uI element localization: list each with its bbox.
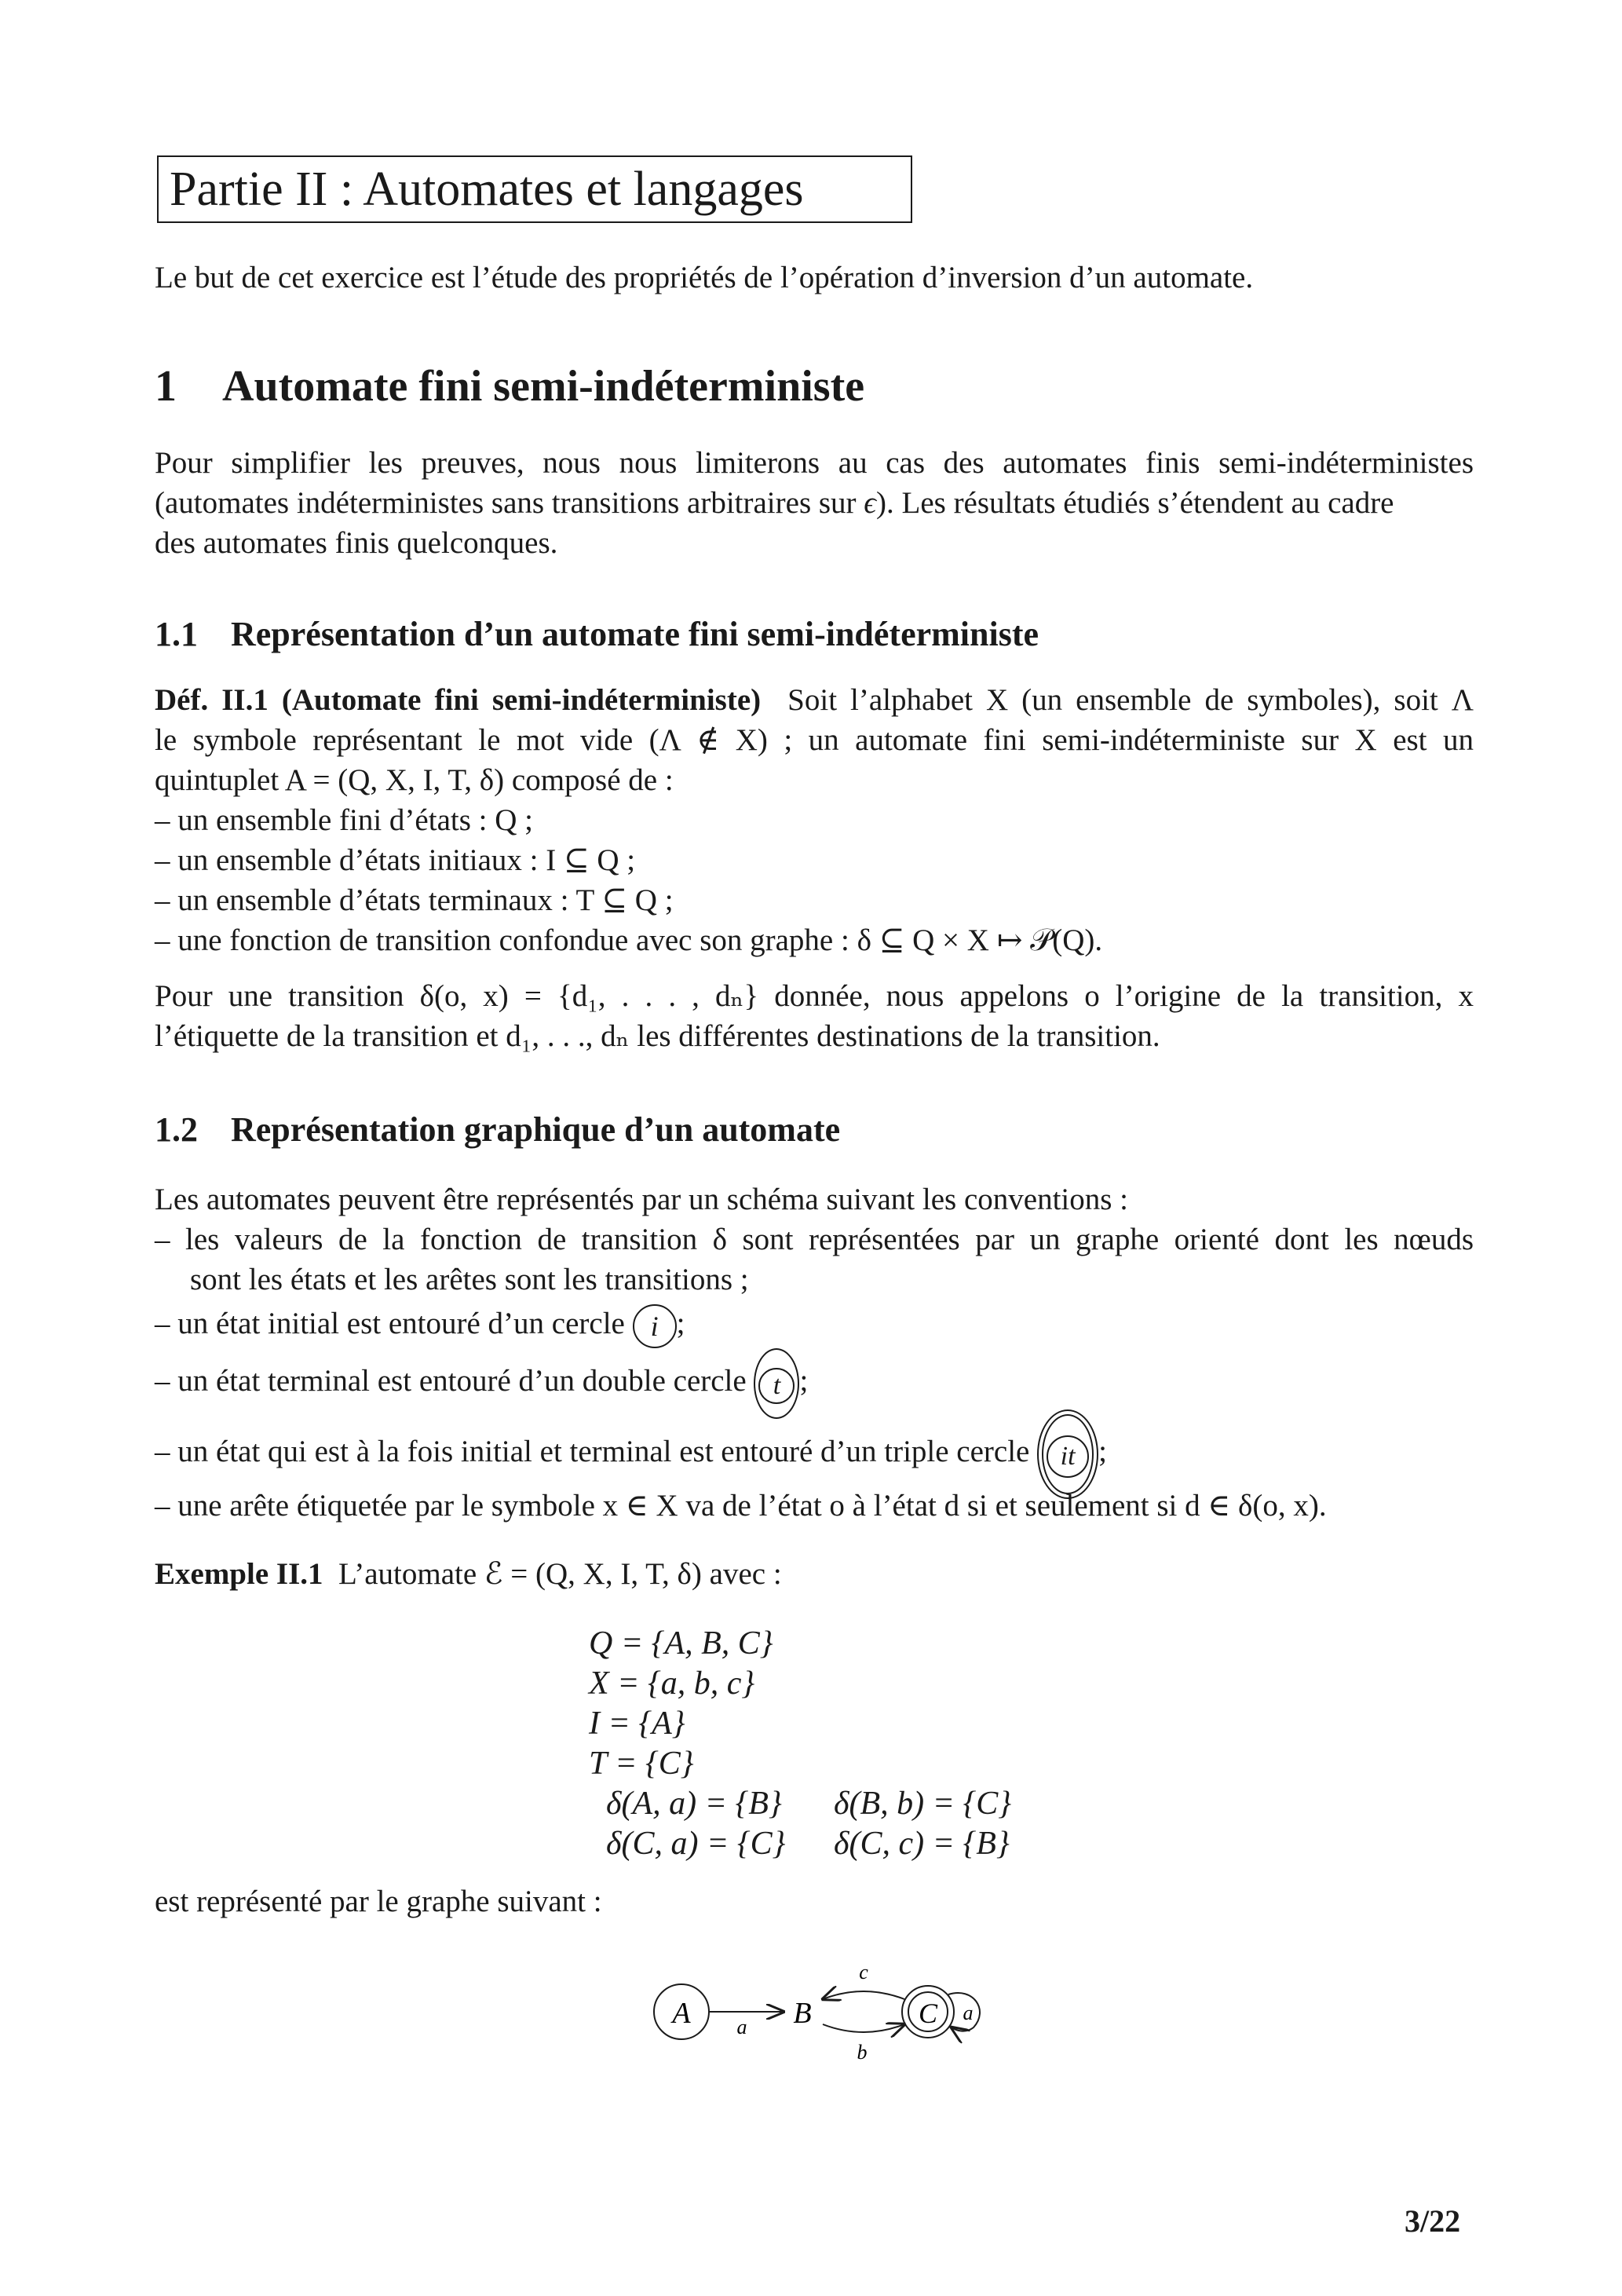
section-1-1-heading (155, 614, 1039, 654)
equation: δ(C, c) = {B} (834, 1826, 1010, 1862)
list-item: – un état qui est à la fois initial et terminal est entouré d’un triple cercle it ; (155, 1409, 1474, 1480)
edge-label: a (963, 2002, 974, 2024)
list-item: – un état terminal est entouré d’un double cercle t ; (155, 1348, 1474, 1409)
def-line: le symbole représentant le mot vide (Λ ∉ X) ; un automate fini semi-indéterministe sur X est un (155, 723, 1474, 757)
section-1-2-heading (155, 1110, 840, 1150)
equation-row (589, 1784, 1011, 1824)
equation: T = {C} (589, 1746, 694, 1782)
section-title: Automate fini semi-indéterministe (222, 362, 865, 411)
example-line: Exemple II.1 L’automate ℰ = (Q, X, I, T, δ) avec : (155, 1557, 782, 1591)
list-item: – un état initial est entouré d’un cercle i ; (155, 1300, 1474, 1348)
def-line: Déf. II.1 (Automate fini semi-indéterministe) Soit l’alphabet X (un ensemble de symboles), soit Λ (155, 683, 1474, 717)
transition-line: Pour une transition δ(o, x) = {d₁, . . . , dₙ} donnée, nous appelons o l’origine de la transition, x (155, 979, 1474, 1013)
section-number: 1 (155, 362, 177, 411)
definition-block (155, 680, 1474, 1056)
para-line: Pour simplifier les preuves, nous nous limiterons au cas des automates finis semi-indéterministes (155, 446, 1474, 480)
state-label: C (918, 1998, 938, 2029)
state-label: B (793, 1997, 812, 2030)
edge-b-c (823, 2024, 904, 2032)
def-name: (Automate fini semi-indéterministe) (281, 683, 762, 717)
equation: I = {A} (589, 1706, 685, 1742)
equation: X = {a, b, c} (589, 1665, 755, 1702)
section-title: Représentation graphique d’un automate (231, 1110, 841, 1149)
initial-terminal-triple-circle: it (1037, 1409, 1098, 1499)
transition-line: l’étiquette de la transition et d₁, . . ., dₙ les différentes destinations de la transition. (155, 1019, 1160, 1053)
equation-row (589, 1824, 1011, 1864)
terminal-state-double-circle: t (754, 1348, 799, 1419)
list-item: – un ensemble d’états terminaux : T ⊆ Q ; (155, 883, 674, 917)
section-number: 1.2 (155, 1110, 198, 1149)
edge-label: a (736, 2016, 747, 2038)
page-number: 3/22 (1405, 2203, 1461, 2239)
list-item: – une arête étiquetée par le symbole x ∈ X va de l’état o à l’état d si et seulement si d ∈ δ(o, x). (155, 1489, 1327, 1523)
state-label: A (672, 1997, 691, 2030)
after-equations-text: est représenté par le graphe suivant : (155, 1885, 602, 1918)
list-item: – un ensemble fini d’états : Q ; (155, 803, 533, 837)
equations-block (589, 1624, 1011, 1864)
lead-text: Les automates peuvent être représentés par un schéma suivant les conventions : (155, 1183, 1129, 1216)
conventions-block (155, 1179, 1474, 1532)
section-1-paragraph (155, 443, 1474, 563)
automaton-graph (628, 1955, 1005, 2065)
intro-text: Le but de cet exercice est l’étude des propriétés de l’opération d’inversion d’un automate. (155, 261, 1254, 294)
equation: Q = {A, B, C} (589, 1625, 773, 1662)
def-label: Déf. II.1 (155, 683, 269, 717)
section-1-heading (155, 361, 864, 411)
para-line: (automates indéterministes sans transitions arbitraires sur ϵ). Les résultats étudiés s’étendent au cadre (155, 486, 1394, 520)
section-title: Représentation d’un automate fini semi-indéterministe (231, 615, 1039, 653)
list-item-cont: sont les états et les arêtes sont les transitions ; (190, 1263, 749, 1296)
list-item: – un ensemble d’états initiaux : I ⊆ Q ; (155, 843, 636, 877)
edge-label: c (859, 1961, 868, 1983)
part-title: Partie II : Automates et langages (157, 155, 912, 223)
para-line: des automates finis quelconques. (155, 526, 558, 560)
list-item: – les valeurs de la fonction de transition δ sont représentées par un graphe orienté dont les nœuds (155, 1223, 1474, 1256)
edge-label: b (857, 2041, 868, 2064)
equation: δ(A, a) = {B} (606, 1786, 782, 1822)
example-label: Exemple II.1 (155, 1557, 323, 1591)
edge-c-b (823, 1991, 904, 1999)
epsilon-symbol: ϵ (864, 486, 877, 520)
equation: δ(C, a) = {C} (606, 1826, 786, 1862)
def-line: quintuplet A = (Q, X, I, T, δ) composé de : (155, 763, 674, 797)
section-number: 1.1 (155, 615, 198, 653)
list-item: – une fonction de transition confondue avec son graphe : δ ⊆ Q × X ↦ 𝒫(Q). (155, 923, 1103, 957)
initial-state-circle: i (633, 1304, 677, 1348)
equation: δ(B, b) = {C} (834, 1786, 1012, 1822)
